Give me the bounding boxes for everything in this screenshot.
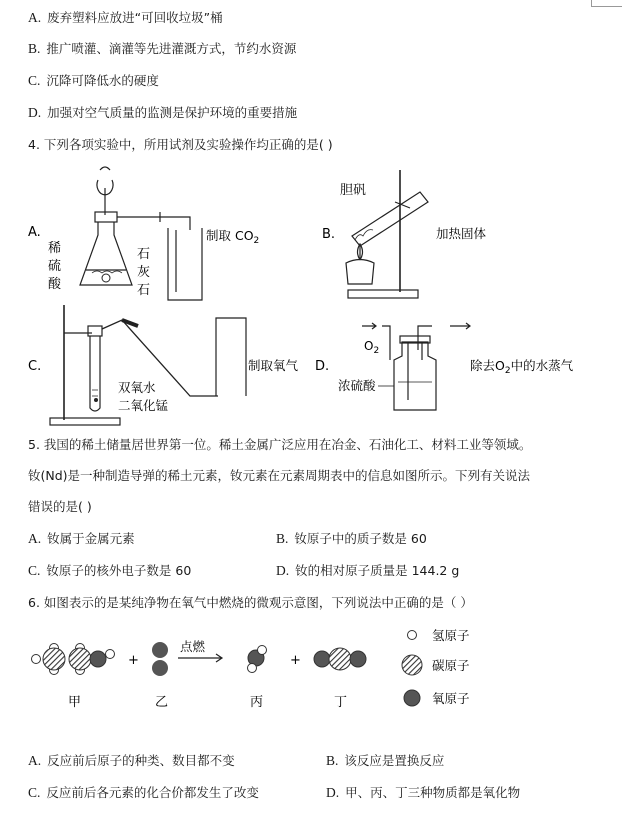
outlet-arrow bbox=[450, 323, 470, 329]
q5-option-c: C. 钕原子的核外电子数是 60 bbox=[28, 563, 192, 578]
legend-carbon: 碳原子 bbox=[432, 658, 470, 673]
q4-b-reagent: 胆矾 bbox=[340, 183, 367, 198]
wash-bottle bbox=[394, 342, 436, 410]
svg-text:丙: 丙 bbox=[250, 695, 264, 710]
legend-oxygen: 氧原子 bbox=[432, 691, 470, 706]
molecule-yi bbox=[152, 642, 168, 676]
q4-d-caption: 除去$O_2$中的水蒸气 bbox=[470, 358, 574, 376]
svg-text:+: + bbox=[290, 653, 301, 668]
conical-flask bbox=[80, 222, 132, 285]
svg-text:C.: C. bbox=[28, 359, 42, 374]
q5-stem-1: 5. 我国的稀土储量居世界第一位。稀土金属广泛应用在冶金、石油化工、材料工业等领域。 bbox=[28, 437, 532, 452]
svg-text:乙: 乙 bbox=[155, 695, 169, 710]
q4-a-caption: 制取 $CO_2$ bbox=[206, 228, 260, 246]
svg-text:丁: 丁 bbox=[334, 695, 348, 710]
q3-option-c: C. 沉降可降低水的硬度 bbox=[28, 73, 159, 88]
q4-b-caption: 加热固体 bbox=[436, 226, 487, 241]
q5-option-a: A. 钕属于金属元素 bbox=[28, 531, 135, 546]
legend-hydrogen-swatch bbox=[408, 631, 417, 640]
gas-jar bbox=[168, 228, 202, 300]
q3-option-b: B. 推广喷灌、滴灌等先进灌溉方式，节约水资源 bbox=[28, 41, 297, 56]
test-tube bbox=[352, 192, 428, 246]
inlet-arrow bbox=[362, 323, 376, 329]
svg-text:B.: B. bbox=[322, 227, 336, 242]
q4-c-caption: 制取氧气 bbox=[248, 358, 299, 373]
q5-stem-2: 钕(Nd)是一种制造导弹的稀土元素，钕元素在元素周期表中的信息如图所示。下列有关说法 bbox=[28, 468, 531, 483]
reaction-arrow bbox=[178, 654, 222, 662]
legend-hydrogen: 氢原子 bbox=[432, 628, 470, 643]
svg-text:+: + bbox=[128, 653, 139, 668]
svg-text:灰: 灰 bbox=[137, 265, 151, 280]
svg-text:酸: 酸 bbox=[48, 277, 62, 292]
q6-option-a: A. 反应前后原子的种类、数目都不变 bbox=[28, 753, 235, 768]
legend-carbon-swatch bbox=[402, 655, 422, 675]
q4-stem: 4. 下列各项实验中，所用试剂及实验操作均正确的是( ) bbox=[28, 137, 333, 152]
svg-text:石: 石 bbox=[137, 247, 151, 262]
legend bbox=[402, 631, 422, 707]
page-corner-mark bbox=[591, 0, 622, 7]
svg-text:D.: D. bbox=[315, 359, 330, 374]
legend-oxygen-swatch bbox=[404, 690, 420, 706]
molecule-bing bbox=[248, 646, 267, 673]
q6-option-b: B. 该反应是置换反应 bbox=[326, 753, 445, 768]
q5-option-d: D. 钕的相对原子质量是 144.2 g bbox=[276, 563, 460, 578]
q4-d-gas: $O_2$ bbox=[364, 339, 380, 356]
q6-stem: 6. 如图表示的是某纯净物在氧气中燃烧的微观示意图，下列说法中正确的是（ ） bbox=[28, 595, 473, 610]
q4-a-label: A. bbox=[28, 225, 41, 240]
svg-text:硫: 硫 bbox=[48, 259, 62, 274]
q5-option-b: B. 钕原子中的质子数是 60 bbox=[276, 531, 427, 546]
q4-c-reagent2: 二氧化锰 bbox=[118, 398, 169, 413]
svg-text:石: 石 bbox=[137, 283, 151, 298]
stand-base bbox=[348, 290, 418, 298]
molecule-jia bbox=[32, 644, 115, 675]
q3-option-a: A. 废弃塑料应放进“可回收垃圾”桶 bbox=[28, 10, 223, 25]
q3-option-d: D. 加强对空气质量的监测是保护环境的重要措施 bbox=[28, 105, 298, 120]
molecule-ding bbox=[314, 648, 366, 670]
q5-stem-3: 错误的是( ) bbox=[28, 499, 92, 514]
q4-c-reagent1: 双氧水 bbox=[118, 380, 156, 395]
q6-option-d: D. 甲、丙、丁三种物质都是氧化物 bbox=[326, 785, 521, 800]
q6-figure bbox=[0, 618, 622, 728]
q6-option-c: C. 反应前后各元素的化合价都发生了改变 bbox=[28, 785, 259, 800]
funnel bbox=[97, 180, 113, 215]
q4-d-reagent: 浓硫酸 bbox=[338, 378, 376, 393]
collecting-jar bbox=[216, 318, 246, 396]
svg-text:稀: 稀 bbox=[48, 241, 62, 256]
svg-text:甲: 甲 bbox=[68, 695, 82, 710]
q4-figure bbox=[0, 160, 622, 430]
alcohol-lamp bbox=[346, 260, 374, 285]
reaction-condition: 点燃 bbox=[180, 639, 206, 654]
